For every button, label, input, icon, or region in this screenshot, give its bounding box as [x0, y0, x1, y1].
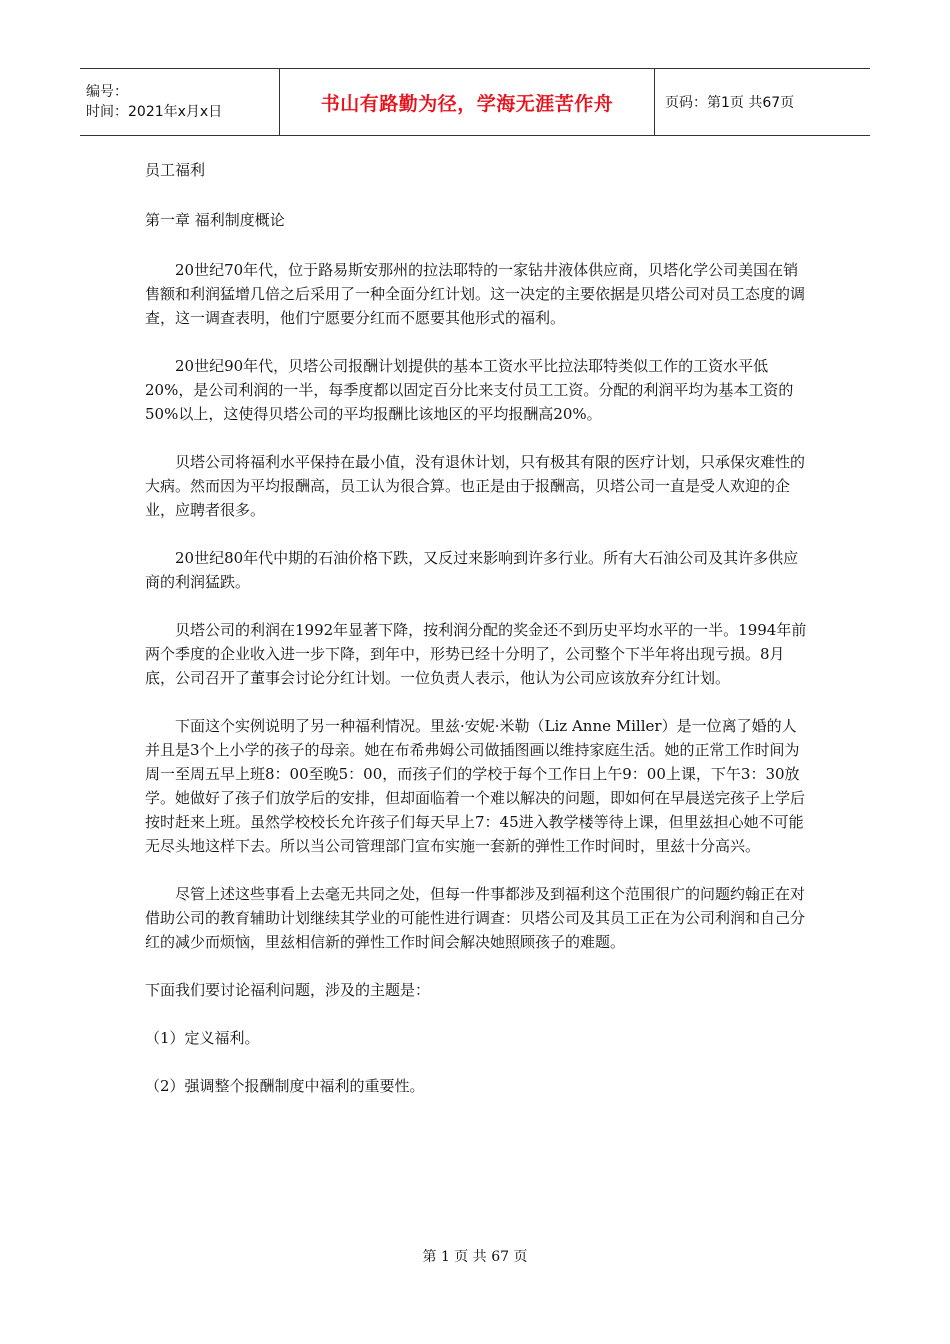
document-body: [145, 158, 809, 1122]
document-title: 员工福利: [145, 161, 206, 179]
header-page-info-cell: [655, 69, 870, 135]
header-motto-cell: [280, 69, 655, 135]
body-paragraph: 20世纪90年代，贝塔公司报酬计划提供的基本工资水平比拉法耶特类似工作的工资水平低20%，是公司利润的一半，每季度都以固定百分比来支付员工工资。分配的利润平均为基本工资的50%以上，这使得贝塔公司的平均报酬比该地区的平均报酬高20%。: [145, 357, 794, 423]
body-paragraph: 贝塔公司将福利水平保持在最小值，没有退休计划，只有极其有限的医疗计划，只承保灾难性的大病。然而因为平均报酬高，员工认为很合算。也正是由于报酬高，贝塔公司一直是受人欢迎的企业，应聘者很多。: [145, 453, 806, 519]
list-item: （1）定义福利。: [145, 1029, 260, 1047]
body-paragraph: 贝塔公司的利润在1992年显著下降，按利润分配的奖金还不到历史平均水平的一半。1994年前两个季度的企业收入进一步下降，到年中，形势已经十分明了，公司整个下半年将出现亏损。8月底，公司召开了董事会讨论分红计划。一位负责人表示，他认为公司应该放弃分红计划。: [145, 621, 807, 687]
chapter-heading: 第一章 福利制度概论: [145, 211, 285, 229]
topic-intro-line: 下面我们要讨论福利问题，涉及的主题是：: [145, 981, 431, 999]
page-footer: 第 1 页 共 67 页: [422, 1249, 528, 1265]
body-paragraph: 20世纪70年代，位于路易斯安那州的拉法耶特的一家钻井液体供应商，贝塔化学公司美国在销售额和利润猛增几倍之后采用了一种全面分红计划。这一决定的主要依据是贝塔公司对员工态度的调查，这一调查表明，他们宁愿要分红而不愿要其他形式的福利。: [145, 261, 806, 327]
document-time-label: 时间：2021年x月x日: [86, 104, 223, 120]
body-paragraph: 20世纪80年代中期的石油价格下跌，又反过来影响到许多行业。所有大石油公司及其许多供应商的利润猛跌。: [145, 549, 799, 591]
document-number-label: 编号：: [86, 84, 128, 100]
page-header: [80, 68, 870, 136]
list-item: （2）强调整个报酬制度中福利的重要性。: [145, 1077, 425, 1095]
header-meta: [80, 69, 280, 135]
body-paragraph: 尽管上述这些事看上去毫无共同之处，但每一件事都涉及到福利这个范围很广的问题约翰正在对借助公司的教育辅助计划继续其学业的可能性进行调查：贝塔公司及其员工正在为公司利润和自己分红的减少而烦恼，里兹相信新的弹性工作时间会解决她照顾孩子的难题。: [145, 885, 806, 951]
header-page-info: 页码：第1页 共67页: [665, 95, 795, 111]
body-paragraph: 下面这个实例说明了另一种福利情况。里兹·安妮·米勒（Liz Anne Miller）是一位离了婚的人并且是3个上小学的孩子的母亲。她在布希弗姆公司做插图画以维持家庭生活。她的正常工作时间为周一至周五早上班8：00至晚5：00，而孩子们的学校于每个工作日上午9：00上课，下午3：30放学。她做好了孩子们放学后的安排，但却面临着一个难以解决的问题，即如何在早晨送完孩子上学后按时赶来上班。虽然学校校长允许孩子们每天早上7：45进入教学楼等待上课，但里兹担心她不可能无尽头地这样下去。所以当公司管理部门宣布实施一套新的弹性工作时间时，里兹十分高兴。: [145, 717, 806, 855]
header-motto: 书山有路勤为径，学海无涯苦作舟: [320, 92, 614, 115]
